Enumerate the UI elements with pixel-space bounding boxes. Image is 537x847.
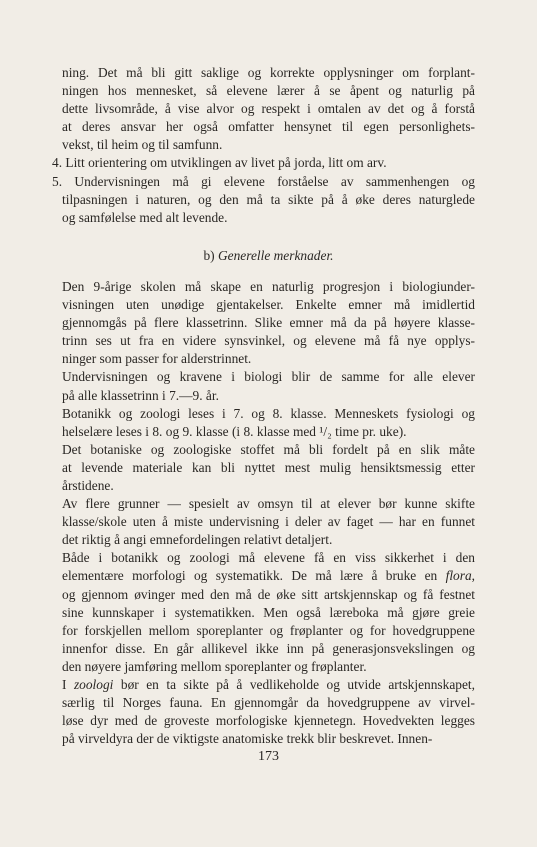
text-line: ninger som passer for alderstrinnet. [62, 351, 252, 367]
paragraph [62, 549, 475, 676]
paragraph [62, 676, 475, 748]
text-line: vekst, til heim og til samfunn. [62, 137, 223, 153]
text-line: tilpasningen i naturen, og den må ta sikte på å øke deres naturglede [62, 191, 475, 207]
body-text [52, 64, 475, 748]
paragraph [62, 441, 475, 495]
list-item-4: 4. Litt orientering om utviklingen av livet på jorda, litt om arv. [52, 155, 387, 171]
text-line: ning. Det må bli gitt saklige og korrekte opplysninger om forplant- [62, 65, 475, 80]
page-number: 173 [258, 749, 279, 764]
list-item-5 [52, 173, 475, 227]
text-line: på alle klassetrinn i 7.—9. år. [62, 387, 219, 403]
text-line: årstidene. [62, 477, 114, 493]
text-line: elementære morfologi og systematikk. De må lære å bruke en flora, [62, 568, 475, 584]
text-line: Undervisningen og kravene i biologi blir de samme for alle elever [62, 369, 475, 385]
text-line: Den 9-årige skolen må skape en naturlig progresjon i biologiunder- [62, 278, 475, 294]
text-line: og gjennom øvinger med den må de øke sitt artskjennskap og få festnet [62, 586, 475, 602]
text-line: helselære leses i 8. og 9. klasse (i 8. klasse med ¹/₂ time pr. uke). [62, 423, 407, 439]
text-line: det riktig å angi emnefordelingen relativt detaljert. [62, 532, 333, 548]
text-line: løse dyr med de groveste morfologiske kjennetegn. Hovedvekten legges [62, 713, 475, 729]
text-line: I zoologi bør en ta sikte på å vedlikeholde og utvide artskjennskapet, [62, 677, 475, 692]
text-line: dette livsområde, å vise alvor og respekt i omtalen av det og å forstå [62, 101, 475, 117]
paragraph [62, 405, 475, 441]
paragraphs [62, 278, 475, 748]
text-line: ningen hos mennesket, så elevene lærer å se åpent og naturlig på [62, 83, 475, 99]
section-title: Generelle merknader. [218, 247, 334, 263]
text-line: visningen uten unødige gjentakelser. Enkelte emner må imidlertid [62, 297, 475, 313]
text-line: på virveldyra der de viktigste anatomiske trekk blir beskrevet. Innen- [62, 731, 433, 747]
section-heading [62, 247, 475, 265]
paragraph [62, 495, 475, 549]
text-line: sine kunnskaper i systematikken. Men også læreboka må gjøre greie [62, 604, 475, 620]
text-line: trinn ses ut fra en videre synsvinkel, og elevene må få nye opplys- [62, 333, 475, 349]
paragraph [62, 278, 475, 368]
text-line: at levende materiale kan bli nyttet mest mulig hensiktsmessig etter [62, 459, 475, 475]
text-line: Det botaniske og zoologiske stoffet må bli fordelt på en slik måte [62, 441, 475, 457]
text-line: innenfor disse. En går allikevel ikke inn på generasjonsvekslingen og [62, 640, 475, 656]
text-line: gjennomgås på flere klassetrinn. Slike emner må da på høyere klasse- [62, 315, 475, 331]
text-line: 5. Undervisningen må gi elevene forståelse av sammenhengen og [52, 173, 475, 189]
text-line: for forskjellen mellom sporeplanter og frøplanter og for hovedgruppene [62, 622, 475, 638]
text-line: Av flere grunner — spesielt av omsyn til at elever bør kunne skifte [62, 496, 475, 512]
intro-paragraph [62, 64, 475, 154]
paragraph [62, 368, 475, 404]
text-line: klasse/skole uten å miste undervisning i deler av faget — har en funnet [62, 514, 475, 530]
text-line: Både i botanikk og zoologi må elevene få en viss sikkerhet i den [62, 550, 475, 566]
text-line: særlig til Norges fauna. En gjennomgår da hovedgruppene av virvel- [62, 695, 475, 711]
text-line: den nøyere jamføring mellom sporeplanter og frøplanter. [62, 658, 367, 674]
text-line: og samfølelse med alt levende. [62, 209, 228, 225]
text-line: at deres ansvar her også omfatter hensynet til egen personlighets- [62, 119, 475, 135]
section-letter: b) [203, 247, 215, 263]
text-line: Botanikk og zoologi leses i 7. og 8. klasse. Menneskets fysiologi og [62, 405, 475, 421]
